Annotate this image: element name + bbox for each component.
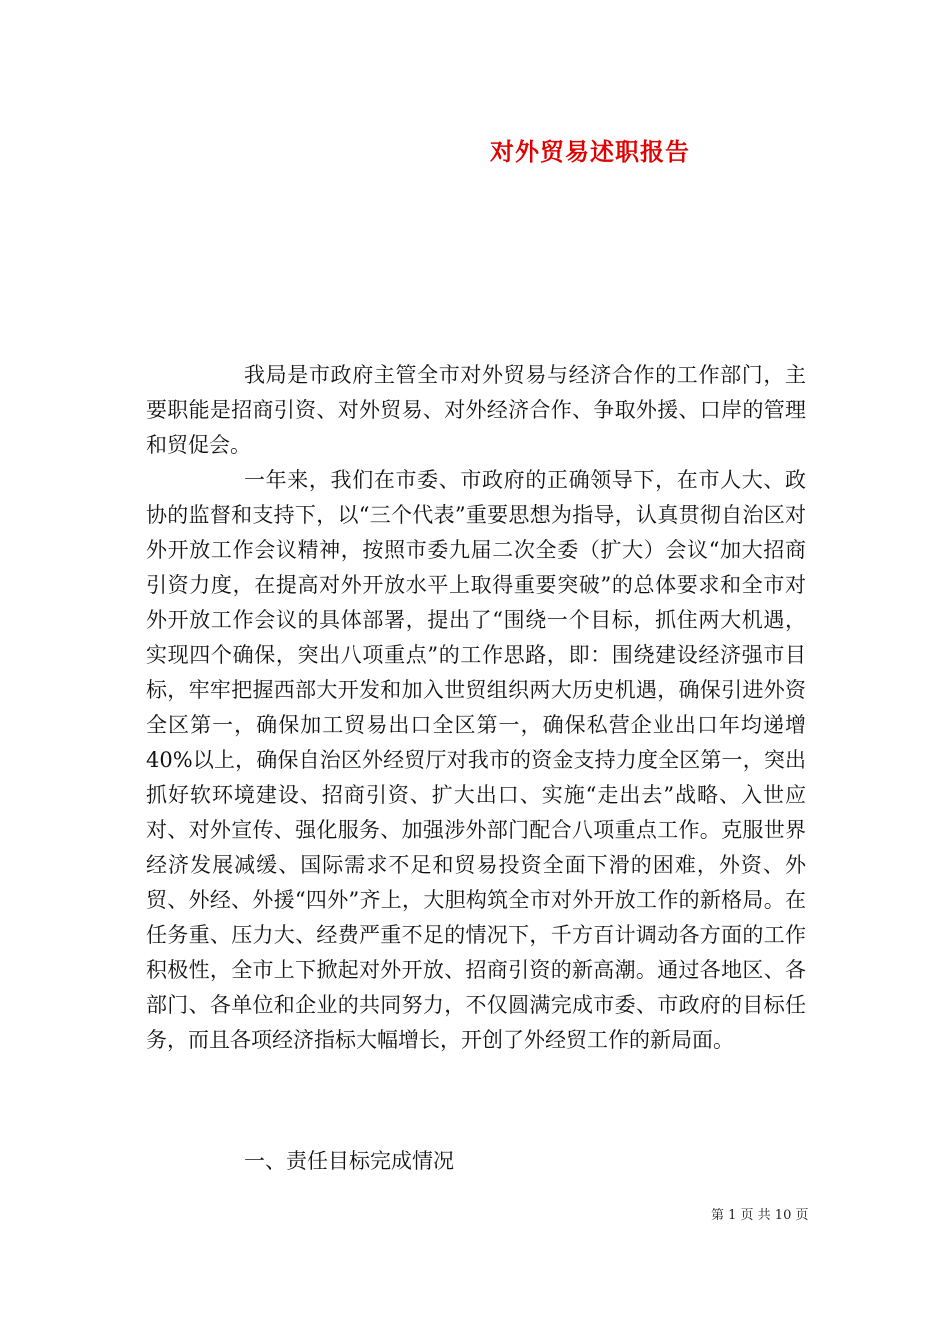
document-title: 对外贸易述职报告 bbox=[490, 137, 690, 166]
paragraph-summary: 一年来，我们在市委、市政府的正确领导下，在市人大、政协的监督和支持下，以“三个代表”重要思想为指导，认真贯彻自治区对外开放工作会议精神，按照市委九届二次全委（扩大）会议“加大招商引资力度，在提高对外开放水平上取得重要突破”的总体要求和全市对外开放工作会议的具体部署，提出了“围绕一个目标，抓住两大机遇，实现四个确保，突出八项重点”的工作思路，即：围绕建设经济强市目标，牢牢把握西部大开发和加入世贸组织两大历史机遇，确保引进外资全区第一，确保加工贸易出口全区第一，确保私营企业出口年均递增40%以上，确保自治区外经贸厅对我市的资金支持力度全区第一，突出抓好软环境建设、招商引资、扩大出口、实施“走出去”战略、入世应对、对外宣传、强化服务、加强涉外部门配合八项重点工作。克服世界经济发展减缓、国际需求不足和贸易投资全面下滑的困难，外资、外贸、外经、外援“四外”齐上，大胆构筑全市对外开放工作的新格局。在任务重、压力大、经费严重不足的情况下，千方百计调动各方面的工作积极性，全市上下掀起对外开放、招商引资的新高潮。通过各地区、各部门、各单位和企业的共同努力，不仅圆满完成市委、市政府的目标任务，而且各项经济指标大幅增长，开创了外经贸工作的新局面。 bbox=[146, 468, 806, 1052]
page-footer: 第 1 页 共 10 页 bbox=[711, 1208, 809, 1223]
section-heading: 一、责任目标完成情况 bbox=[244, 1149, 454, 1173]
document-body bbox=[146, 358, 806, 1058]
paragraph-intro: 我局是市政府主管全市对外贸易与经济合作的工作部门，主要职能是招商引资、对外贸易、对外经济合作、争取外援、口岸的管理和贸促会。 bbox=[146, 363, 806, 457]
